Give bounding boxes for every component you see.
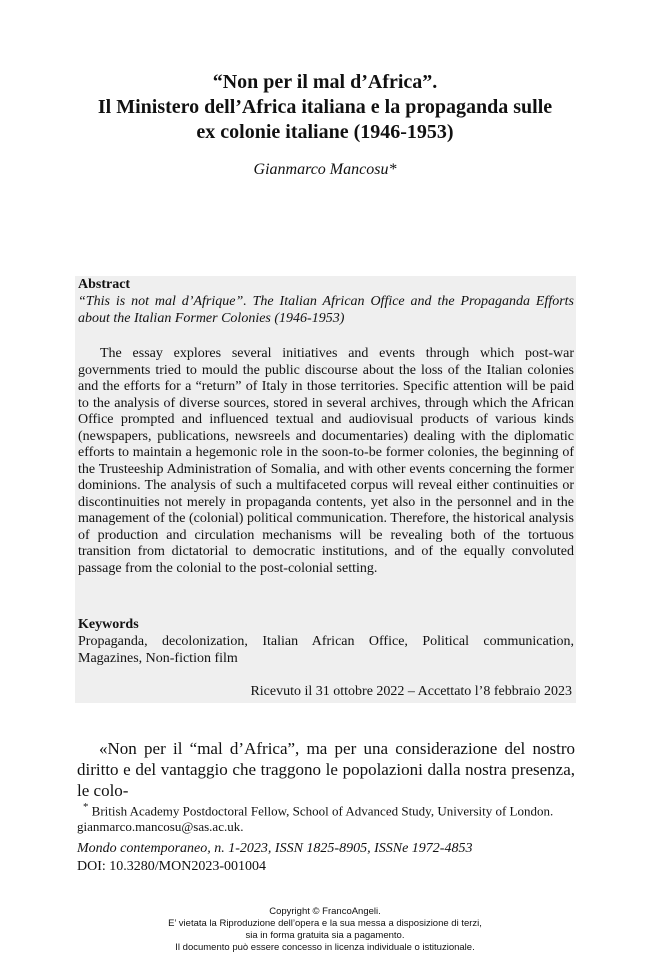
- copyright-line-3: sia in forma gratuita sia a pagamento.: [245, 930, 405, 941]
- journal-info: [77, 840, 575, 876]
- author-footnote: [77, 799, 575, 835]
- keywords-heading: Keywords: [78, 617, 139, 632]
- body-paragraph: [77, 738, 575, 801]
- copyright-notice: [0, 906, 650, 954]
- abstract-subtitle: “This is not mal d’Afrique”. The Italian African Office and the Propaganda Efforts about the Italian Former Colonies (1946-1953): [78, 294, 574, 326]
- received-accepted-dates: Ricevuto il 31 ottobre 2022 – Accettato l’8 febbraio 2023: [250, 684, 572, 699]
- title-line-1: “Non per il mal d’Africa”.: [212, 71, 438, 93]
- footnote-text: British Academy Postdoctoral Fellow, School of Advanced Study, University of London. gianmarco.mancosu@sas.ac.uk.: [77, 803, 554, 835]
- title-line-2: Il Ministero dell’Africa italiana e la propaganda sulle: [97, 96, 553, 118]
- abstract-box: [75, 276, 576, 703]
- title-line-3: ex colonie italiane (1946-1953): [196, 121, 454, 143]
- copyright-line-2: E’ vietata la Riproduzione dell’opera e la sua messa a disposizione di terzi,: [168, 918, 482, 929]
- author-name: Gianmarco Mancosu*: [253, 161, 397, 178]
- abstract-heading: Abstract: [78, 277, 131, 292]
- keywords-list: Propaganda, decolonization, Italian African Office, Political communication, Magazines, Non-fiction film: [78, 634, 574, 666]
- doi: DOI: 10.3280/MON2023-001004: [77, 859, 266, 874]
- copyright-line-1: Copyright © FrancoAngeli.: [269, 906, 381, 917]
- abstract-body: [78, 346, 574, 577]
- article-title: [40, 70, 610, 145]
- copyright-line-4: Il documento può essere concesso in licenza individuale o istituzionale.: [175, 942, 475, 953]
- body-text: «Non per il “mal d’Africa”, ma per una considerazione del nostro diritto e del vantaggio che traggono le popolazioni dalla nostra presenza, le colo-: [77, 739, 575, 800]
- footnote-marker: *: [83, 801, 89, 813]
- abstract-text: The essay explores several initiatives and events through which post-war governments tried to mould the public discourse about the loss of the Italian colonies and the efforts for a “return” of Italy in those territories. Specific attention will be paid to the analysis of diverse sources, stored in several archives, through which the African Office prompted and influenced textual and audiovisual products of various kinds (newspapers, publications, newsreels and documentaries) dealing with the diplomatic efforts to maintain a hegemonic role in the soon-to-be former colonies, the beginning of the Trusteeship Administration of Somalia, and with other events concerning the former dominions. The analysis of such a multifaceted corpus will reveal either continuities or discontinuities not merely in propaganda contents, yet also in the personnel and in the management of the (colonial) political communication. Therefore, the historical analysis of production and circulation mechanisms will be revealing both of the tortuous transition from dictatorial to democratic institutions, and of the equally convoluted passage from the colonial to the post-colonial setting.: [78, 346, 574, 576]
- journal-citation: Mondo contemporaneo, n. 1-2023, ISSN 1825-8905, ISSNe 1972-4853: [77, 841, 473, 856]
